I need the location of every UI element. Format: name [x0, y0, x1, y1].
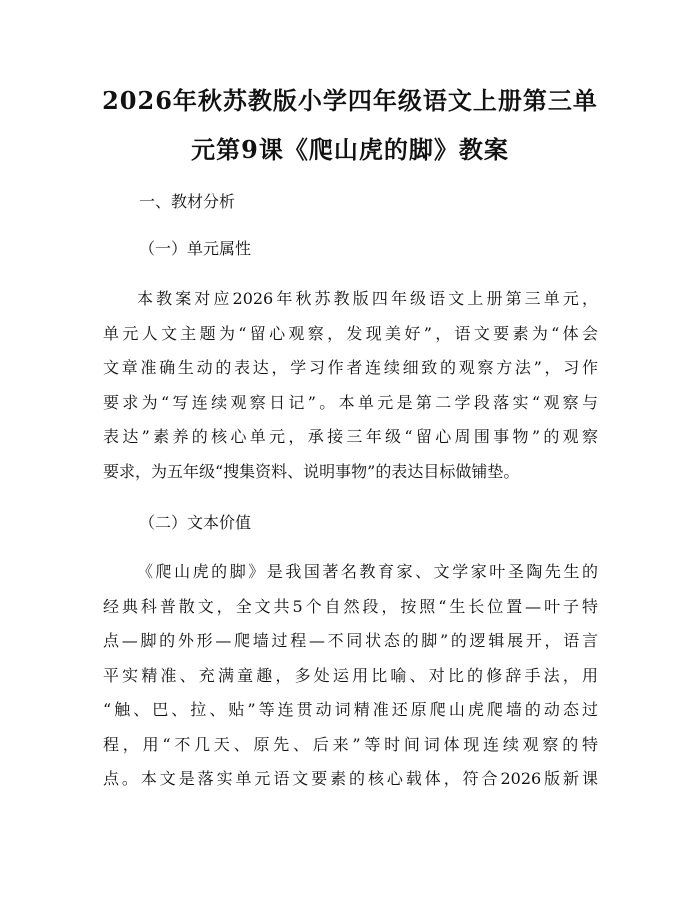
paragraph-line: 要求为“写连续观察日记”。本单元是第二学段落实“观察与 [103, 392, 598, 412]
paragraph-line: 本教案对应2026年秋苏教版四年级语文上册第三单元， [137, 289, 598, 308]
paragraph-text-value [103, 555, 598, 797]
document-title-line-2: 元第9课《爬山虎的脚》教案 [191, 135, 509, 164]
paragraph-line: 经典科普散文，全文共5个自然段，按照“生长位置—叶子特 [103, 596, 598, 616]
section-heading-materials-analysis: 一、教材分析 [139, 192, 236, 211]
paragraph-line: 表达”素养的核心单元，承接三年级“留心周围事物”的观察 [103, 427, 598, 446]
paragraph-line: 单元人文主题为“留心观察，发现美好”，语文要素为“体会 [103, 323, 598, 343]
paragraph-line: 《爬山虎的脚》是我国著名教育家、文学家叶圣陶先生的 [137, 562, 598, 581]
subsection-heading-text-value: （二）文本价值 [139, 513, 252, 532]
paragraph-line: 点—脚的外形—爬墙过程—不同状态的脚”的逻辑展开，语言 [103, 631, 598, 650]
paragraph-line: 程，用“不几天、原先、后来”等时间词体现连续观察的特 [103, 734, 598, 754]
paragraph-line: 要求，为五年级“搜集资料、说明事物”的表达目标做铺垫。 [103, 461, 520, 481]
paragraph-line: 点。本文是落实单元语文要素的核心载体，符合2026版新课 [103, 769, 598, 788]
paragraph-line: “触、巴、拉、贴”等连贯动词精准还原爬山虎爬墙的动态过 [103, 700, 598, 719]
document-title-line-1: 2026年秋苏教版小学四年级语文上册第三单 [102, 86, 598, 115]
paragraph-line: 文章准确生动的表达，学习作者连续细致的观察方法”，习作 [103, 358, 598, 377]
subsection-heading-unit-attributes: （一）单元属性 [139, 239, 252, 258]
paragraph-unit-attributes [103, 282, 598, 489]
paragraph-line: 平实精准、充满童趣，多处运用比喻、对比的修辞手法，用 [103, 665, 598, 685]
